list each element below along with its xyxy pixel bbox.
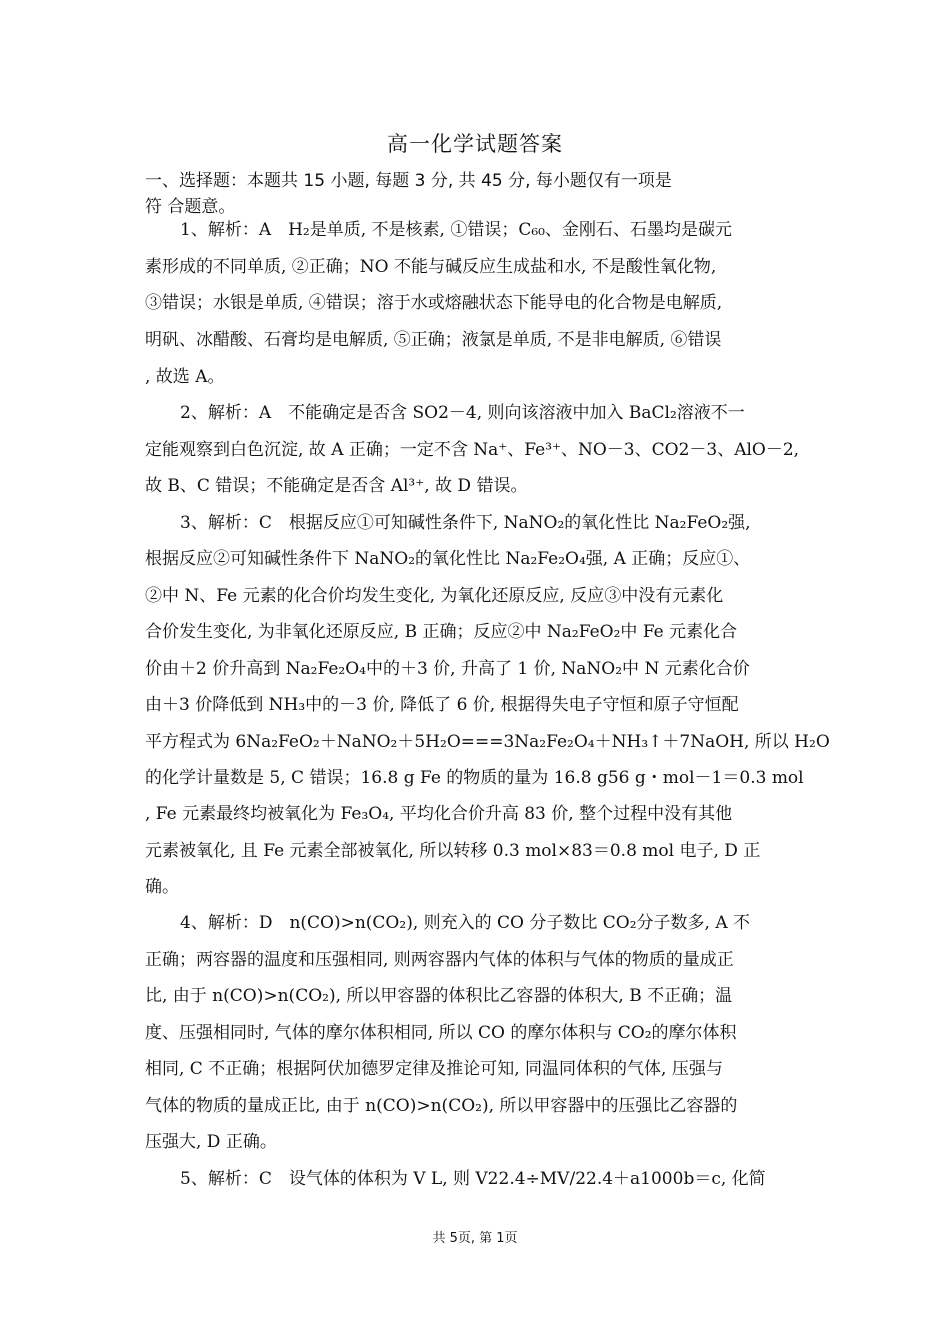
answer-4-line: 4、解析：D n(CO)>n(CO₂), 则充入的 CO 分子数比 CO₂分子数多, A 不 bbox=[180, 913, 751, 933]
answer-5-line: 5、解析：C 设气体的体积为 V L, 则 V22.4÷MV/22.4＋a1000b＝c, 化简 bbox=[180, 1169, 766, 1189]
answer-1-line: , 故选 A。 bbox=[145, 367, 225, 387]
answer-1-line: 素形成的不同单质, ②正确；NO 不能与碱反应生成盐和水, 不是酸性氧化物, bbox=[145, 257, 717, 277]
answer-1-line: 1、解析：A H₂是单质, 不是核素, ①错误；C₆₀、金刚石、石墨均是碳元 bbox=[180, 220, 732, 240]
answer-3-line: 合价发生变化, 为非氧化还原反应, B 正确；反应②中 Na₂FeO₂中 Fe 元素化合 bbox=[145, 622, 738, 642]
answer-3-line: 由＋3 价降低到 NH₃中的－3 价, 降低了 6 价, 根据得失电子守恒和原子守恒配 bbox=[145, 695, 739, 715]
answer-4-line: 度、压强相同时, 气体的摩尔体积相同, 所以 CO 的摩尔体积与 CO₂的摩尔体积 bbox=[145, 1023, 737, 1043]
answer-2-line: 2、解析：A 不能确定是否含 SO2－4, 则向该溶液中加入 BaCl₂溶液不一 bbox=[180, 403, 745, 423]
answer-2-line: 定能观察到白色沉淀, 故 A 正确；一定不含 Na⁺、Fe³⁺、NO－3、CO2－3、AlO－2, bbox=[145, 440, 800, 460]
page-title: 高一化学试题答案 bbox=[387, 132, 563, 156]
section-intro-line-2: 符 合题意。 bbox=[145, 197, 236, 217]
answer-3-line: 平方程式为 6Na₂FeO₂＋NaNO₂＋5H₂O===3Na₂Fe₂O₄＋NH₃↑＋7NaOH, 所以 H₂O bbox=[145, 732, 830, 752]
answer-4-line: 气体的物质的量成正比, 由于 n(CO)>n(CO₂), 所以甲容器中的压强比乙容器的 bbox=[145, 1096, 738, 1116]
section-intro-line-1: 一、选择题：本题共 15 小题, 每题 3 分, 共 45 分, 每小题仅有一项是 bbox=[145, 171, 672, 191]
answer-3-line: , Fe 元素最终均被氧化为 Fe₃O₄, 平均化合价升高 83 价, 整个过程中没有其他 bbox=[145, 804, 733, 824]
answer-1-line: 明矾、冰醋酸、石膏均是电解质, ⑤正确；液氯是单质, 不是非电解质, ⑥错误 bbox=[145, 330, 722, 350]
answer-3-line: 的化学计量数是 5, C 错误；16.8 g Fe 的物质的量为 16.8 g56 g・mol－1＝0.3 mol bbox=[145, 768, 804, 788]
answer-3-line: 价由＋2 价升高到 Na₂Fe₂O₄中的＋3 价, 升高了 1 价, NaNO₂中 N 元素化合价 bbox=[145, 659, 750, 679]
answer-4-line: 相同, C 不正确；根据阿伏加德罗定律及推论可知, 同温同体积的气体, 压强与 bbox=[145, 1059, 723, 1079]
answer-2-line: 故 B、C 错误；不能确定是否含 Al³⁺, 故 D 错误。 bbox=[145, 476, 528, 496]
answer-3-line: 确。 bbox=[145, 877, 179, 897]
answer-3-line: 3、解析：C 根据反应①可知碱性条件下, NaNO₂的氧化性比 Na₂FeO₂强, bbox=[180, 513, 751, 533]
answer-3-line: ②中 N、Fe 元素的化合价均发生变化, 为氧化还原反应, 反应③中没有元素化 bbox=[145, 586, 724, 606]
page-footer: 共 5页, 第 1页 bbox=[432, 1231, 518, 1246]
answer-1-line: ③错误；水银是单质, ④错误；溶于水或熔融状态下能导电的化合物是电解质, bbox=[145, 293, 723, 313]
answer-3-line: 根据反应②可知碱性条件下 NaNO₂的氧化性比 Na₂Fe₂O₄强, A 正确；反应①、 bbox=[145, 549, 751, 569]
answer-4-line: 压强大, D 正确。 bbox=[145, 1132, 277, 1152]
answer-4-line: 比, 由于 n(CO)>n(CO₂), 所以甲容器的体积比乙容器的体积大, B 不正确；温 bbox=[145, 986, 733, 1006]
answer-3-line: 元素被氧化, 且 Fe 元素全部被氧化, 所以转移 0.3 mol×83＝0.8 mol 电子, D 正 bbox=[145, 841, 761, 861]
answer-4-line: 正确；两容器的温度和压强相同, 则两容器内气体的体积与气体的物质的量成正 bbox=[145, 950, 734, 970]
